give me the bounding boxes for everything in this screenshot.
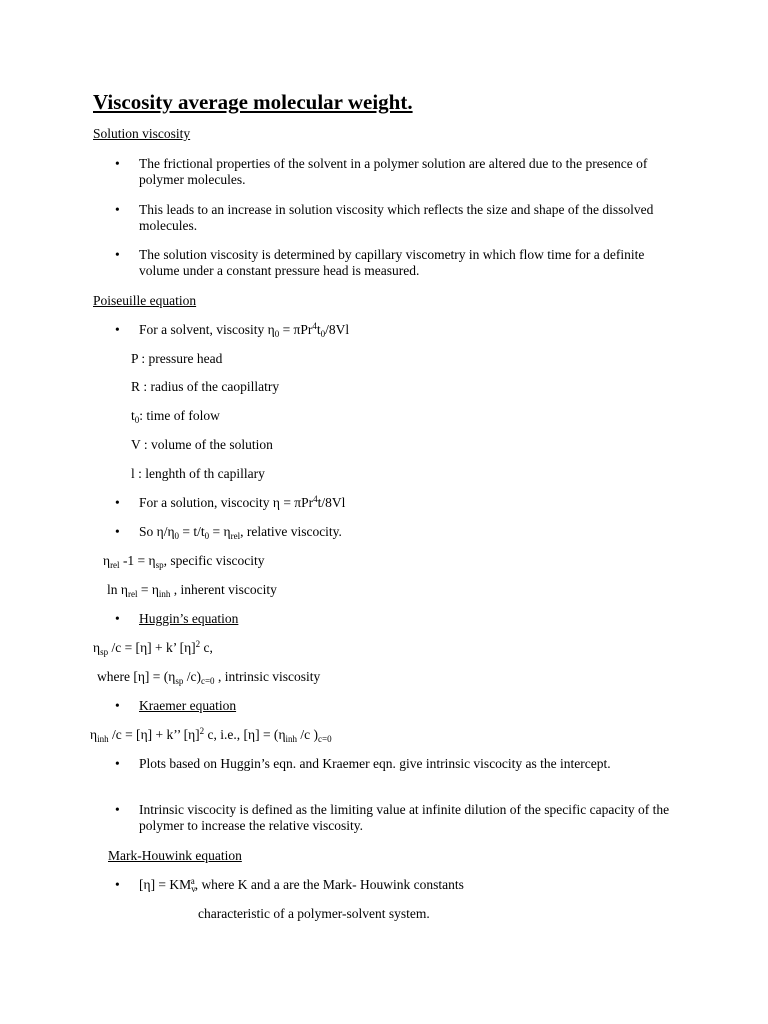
section-heading-huggins: Huggin’s equation [139,611,239,626]
list-item: The solution viscosity is determined by capillary viscometry in which flow time for a definite volume under a constant pressure head is measured. [139,247,645,278]
bullet-icon: • [115,611,120,626]
definition-l: l : lenghth of th capillary [131,466,265,481]
equation-kraemer: $\eta_{inh}$ /c = [η] + k’’ $[\eta]^2$ c, i.e., $[\eta] = (\eta_{inh}$ /c )$_{c=0}$ [90,726,332,744]
list-item: Plots based on Huggin’s eqn. and Kraemer eqn. give intrinsic viscocity as the intercept. [139,756,611,771]
bullet-icon: • [115,156,120,171]
bullet-icon: • [115,524,120,539]
list-item: The frictional properties of the solvent in a polymer solution are altered due to the presence of polymer molecules. [139,156,648,187]
bullet-icon: • [115,698,120,713]
list-item: Intrinsic viscocity is defined as the limiting value at infinite dilution of the specific capacity of the polymer to increase the relative viscosity. [139,802,670,833]
definition-p: P : pressure head [131,351,223,366]
equation-intrinsic-definition: where $[\eta] = (\eta_{sp}$ $/c)_{c=0}$ , intrinsic viscosity [97,669,321,686]
definition-r: R : radius of the caopillatry [131,379,280,394]
bullet-icon: • [115,247,120,262]
bullet-icon: • [115,495,120,510]
bullet-icon: • [115,322,120,337]
equation-solvent-viscosity: For a solvent, viscosity $\eta_0 = \pi Pr^4t_0/8Vl$ [139,321,350,339]
section-heading-poiseuille: Poiseuille equation [93,293,197,308]
bullet-icon: • [115,877,120,892]
bullet-icon: • [115,202,120,217]
equation-huggins: $\eta_{sp}$ /c = [η] + k’ $[\eta]^2$ c, [93,639,213,657]
list-item: This leads to an increase in solution viscosity which reflects the size and shape of the dissolved molecules. [139,202,654,233]
bullet-icon: • [115,802,120,817]
equation-inherent-viscosity: $\ln \eta_{rel} = \eta_{inh}$ , inherent viscocity [107,582,277,599]
page-title: Viscosity average molecular weight. [93,90,413,114]
equation-relative-viscosity: So $\eta/\eta_0 = t/t_0 = \eta_{rel}$, relative viscocity. [139,524,342,541]
definition-v: V : volume of the solution [131,437,273,452]
equation-specific-viscosity: $\eta_{rel}$ $-1 = \eta_{sp}$, specific viscocity [103,553,265,570]
equation-solution-viscosity: For a solution, viscocity η = πPr$^4$t/8Vl [139,494,346,510]
bullet-icon: • [115,756,120,771]
mark-houwink-continuation: characteristic of a polymer-solvent system. [198,906,430,921]
section-heading-kraemer: Kraemer equation [139,698,237,713]
section-heading-mark-houwink: Mark-Houwink equation [108,848,242,863]
equation-mark-houwink: $[\eta] = KM_v^a$, where K and a are the Mark- Houwink constants [139,876,464,894]
definition-t0: $t_0$: time of folow [131,408,220,425]
section-heading-solution-viscosity: Solution viscosity [93,126,191,141]
